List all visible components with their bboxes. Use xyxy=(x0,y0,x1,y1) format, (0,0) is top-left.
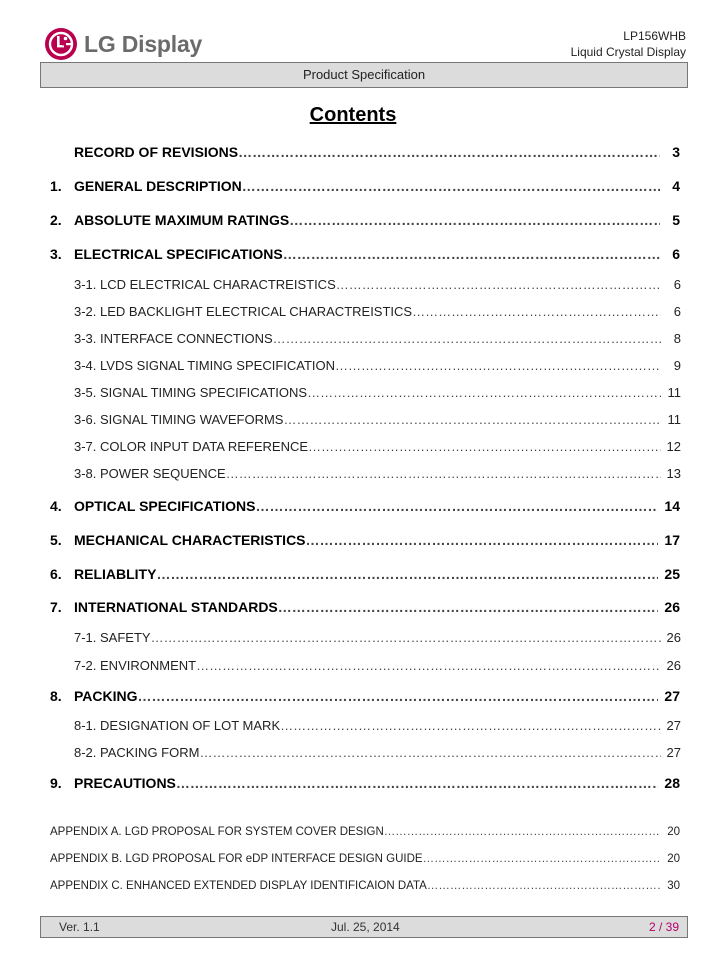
toc-number: 8. xyxy=(50,688,62,704)
toc-entry[interactable] xyxy=(74,745,681,760)
toc-leader xyxy=(273,331,661,346)
toc-leader xyxy=(226,466,661,481)
toc-label: APPENDIX C. ENHANCED EXTENDED DISPLAY IDENTIFICAION DATA xyxy=(50,880,427,892)
toc-page: 30 xyxy=(667,880,680,892)
toc-leader xyxy=(384,826,660,838)
toc-page: 14 xyxy=(664,498,680,514)
product-spec-banner: Product Specification xyxy=(40,62,688,88)
toc-page: 26 xyxy=(666,658,681,673)
toc-page: 25 xyxy=(664,566,680,582)
toc-leader xyxy=(196,658,660,673)
toc-label: OPTICAL SPECIFICATIONS xyxy=(74,498,256,514)
toc-leader xyxy=(423,853,660,865)
toc-label: PACKING xyxy=(74,688,138,704)
page-title: Contents xyxy=(309,104,397,126)
toc-entry[interactable] xyxy=(74,658,681,673)
toc-label: GENERAL DESCRIPTION xyxy=(74,178,242,194)
toc-entry[interactable] xyxy=(50,532,680,548)
toc-label: 3-6. SIGNAL TIMING WAVEFORMS xyxy=(74,412,284,427)
toc-label: MECHANICAL CHARACTERISTICS xyxy=(74,532,306,548)
footer-date: Jul. 25, 2014 xyxy=(331,920,400,934)
toc-leader xyxy=(238,144,660,160)
toc-leader xyxy=(242,178,660,194)
toc-entry[interactable] xyxy=(74,718,681,733)
lg-logo-icon xyxy=(44,27,78,61)
footer-page-number: 2 / 39 xyxy=(648,920,679,934)
toc-page: 27 xyxy=(666,745,681,760)
toc-label: 7-2. ENVIRONMENT xyxy=(74,658,197,673)
toc-page: 8 xyxy=(673,331,681,346)
toc-page: 20 xyxy=(667,826,680,838)
toc-entry[interactable] xyxy=(50,498,680,514)
toc-entry[interactable] xyxy=(50,212,680,228)
toc-label: 3-7. COLOR INPUT DATA REFERENCE xyxy=(74,439,309,454)
toc-page: 27 xyxy=(664,688,680,704)
toc-entry[interactable] xyxy=(50,775,680,791)
toc-page: 3 xyxy=(672,144,680,160)
toc-entry[interactable] xyxy=(74,331,681,346)
toc-entry[interactable] xyxy=(50,566,680,582)
toc-label: 3-1. LCD ELECTRICAL CHARACTREISTICS xyxy=(74,277,336,292)
toc-number: 5. xyxy=(50,532,62,548)
toc-page: 28 xyxy=(664,775,680,791)
toc-entry[interactable] xyxy=(74,358,681,373)
header-model-info xyxy=(571,28,686,60)
toc-leader xyxy=(289,212,660,228)
toc-label: APPENDIX A. LGD PROPOSAL FOR SYSTEM COVER DESIGN xyxy=(50,826,384,838)
toc-number: 9. xyxy=(50,775,62,791)
toc-label: 3-3. INTERFACE CONNECTIONS xyxy=(74,331,273,346)
toc-label: 3-8. POWER SEQUENCE xyxy=(74,466,226,481)
toc-entry[interactable] xyxy=(74,630,681,645)
toc-entry[interactable] xyxy=(74,277,681,292)
toc-entry[interactable] xyxy=(50,880,680,892)
toc-label: RELIABLITY xyxy=(74,566,157,582)
toc-entry[interactable] xyxy=(50,144,680,160)
toc-label: 3-4. LVDS SIGNAL TIMING SPECIFICATION xyxy=(74,358,336,373)
toc-page: 9 xyxy=(673,358,681,373)
toc-label: ABSOLUTE MAXIMUM RATINGS xyxy=(74,212,290,228)
toc-leader xyxy=(412,304,661,319)
toc-page: 20 xyxy=(667,853,680,865)
toc-page: 6 xyxy=(672,246,680,262)
toc-label: 7-1. SAFETY xyxy=(74,630,151,645)
toc-entry[interactable] xyxy=(50,688,680,704)
toc-label: RECORD OF REVISIONS xyxy=(74,144,239,160)
toc-leader xyxy=(306,532,659,548)
toc-number: 4. xyxy=(50,498,62,514)
logo-text: LG Display xyxy=(84,30,203,57)
lg-display-logo xyxy=(44,27,202,61)
toc-entry[interactable] xyxy=(50,246,680,262)
toc-entry[interactable] xyxy=(74,385,681,400)
toc-entry[interactable] xyxy=(74,412,681,427)
toc-label: INTERNATIONAL STANDARDS xyxy=(74,599,278,615)
toc-leader xyxy=(335,358,661,373)
toc-page: 13 xyxy=(666,466,681,481)
toc-page: 12 xyxy=(666,439,681,454)
toc-page: 11 xyxy=(667,412,681,427)
toc-leader xyxy=(307,385,661,400)
toc-label: ELECTRICAL SPECIFICATIONS xyxy=(74,246,283,262)
toc-page: 6 xyxy=(673,304,681,319)
toc-leader xyxy=(138,688,659,704)
page-footer xyxy=(40,916,688,938)
toc-leader xyxy=(278,599,659,615)
toc-number: 6. xyxy=(50,566,62,582)
toc-label: PRECAUTIONS xyxy=(74,775,176,791)
toc-leader xyxy=(308,439,660,454)
footer-version: Ver. 1.1 xyxy=(59,920,100,934)
toc-leader xyxy=(280,718,660,733)
toc-number: 3. xyxy=(50,246,62,262)
toc-leader xyxy=(151,630,661,645)
toc-entry[interactable] xyxy=(74,466,681,481)
toc-entry[interactable] xyxy=(50,826,680,838)
toc-entry[interactable] xyxy=(50,178,680,194)
toc-leader xyxy=(336,277,661,292)
toc-leader xyxy=(283,412,661,427)
toc-leader xyxy=(256,498,659,514)
model-number: LP156WHB xyxy=(623,29,686,43)
toc-entry[interactable] xyxy=(50,853,680,865)
toc-entry[interactable] xyxy=(50,599,680,615)
toc-number: 1. xyxy=(50,178,62,194)
toc-entry[interactable] xyxy=(74,439,681,454)
toc-page: 17 xyxy=(664,532,680,548)
product-type: Liquid Crystal Display xyxy=(570,45,686,59)
toc-entry[interactable] xyxy=(74,304,681,319)
toc-number: 2. xyxy=(50,212,62,228)
toc-page: 27 xyxy=(666,718,681,733)
toc-label: APPENDIX B. LGD PROPOSAL FOR eDP INTERFACE DESIGN GUIDE xyxy=(50,853,423,865)
toc-leader xyxy=(427,880,660,892)
toc-leader xyxy=(283,246,660,262)
toc-page: 6 xyxy=(673,277,681,292)
toc-leader xyxy=(176,775,659,791)
toc-number: 7. xyxy=(50,599,62,615)
toc-label: 3-5. SIGNAL TIMING SPECIFICATIONS xyxy=(74,385,308,400)
toc-page: 26 xyxy=(664,599,680,615)
toc-page: 5 xyxy=(672,212,680,228)
toc-label: 3-2. LED BACKLIGHT ELECTRICAL CHARACTREISTICS xyxy=(74,304,413,319)
toc-label: 8-1. DESIGNATION OF LOT MARK xyxy=(74,718,281,733)
toc-page: 26 xyxy=(666,630,681,645)
toc-label: 8-2. PACKING FORM xyxy=(74,745,200,760)
toc-page: 4 xyxy=(672,178,680,194)
toc-leader xyxy=(199,745,660,760)
toc-leader xyxy=(156,566,658,582)
toc-page: 11 xyxy=(667,385,681,400)
